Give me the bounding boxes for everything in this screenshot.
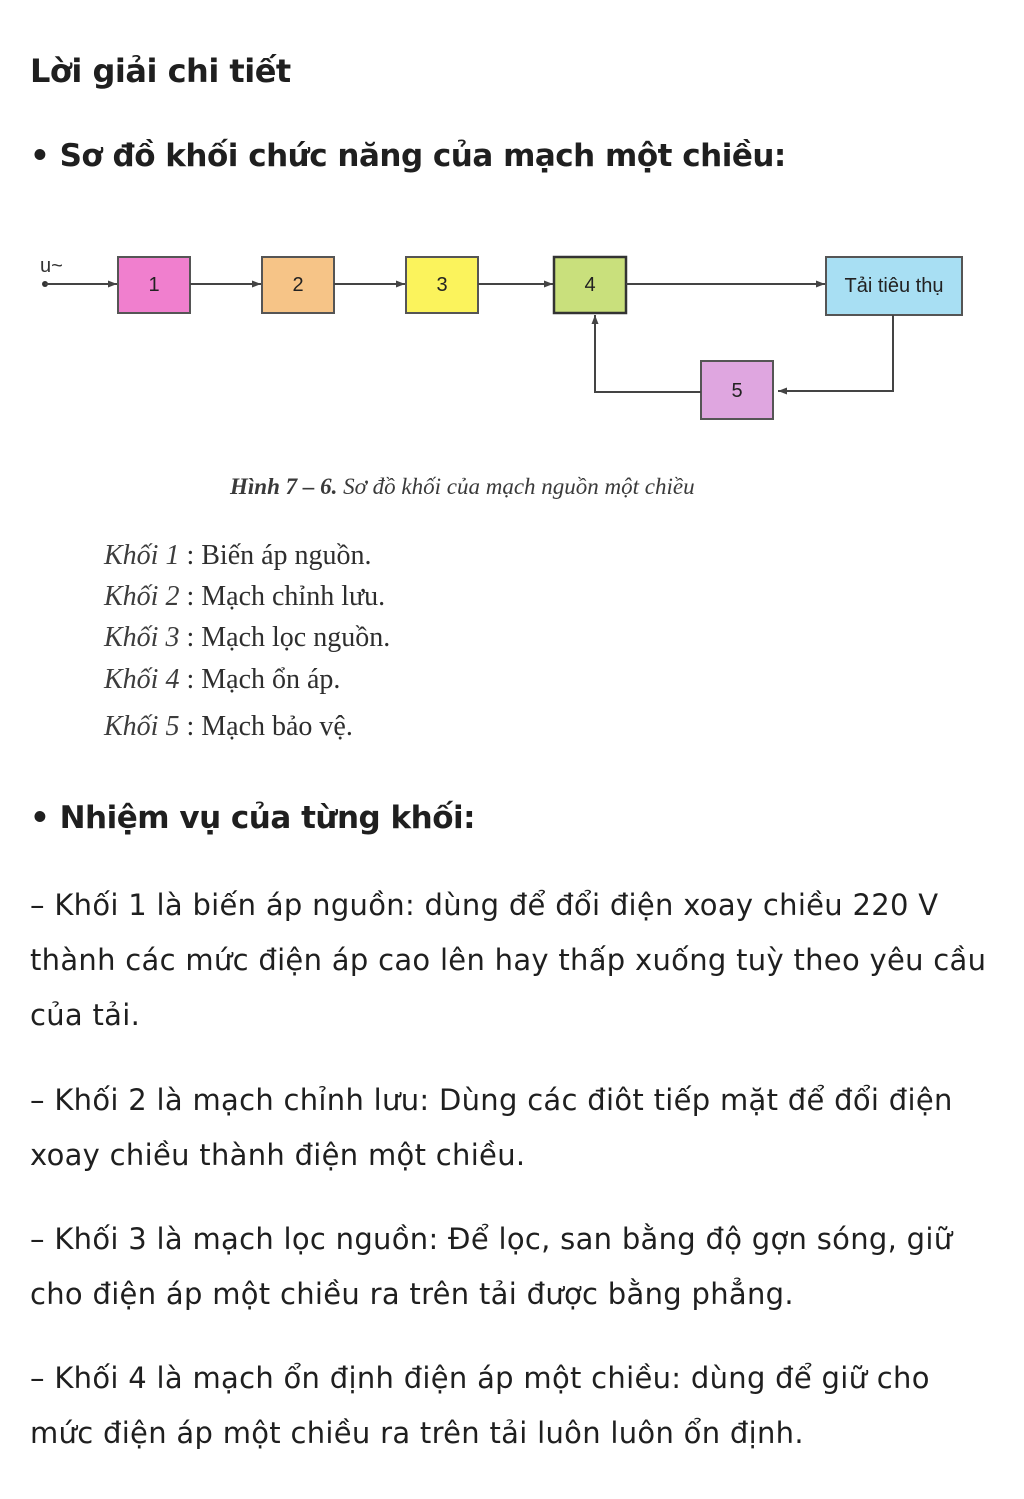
block-list-item: Khối 3 : Mạch lọc nguồn. xyxy=(104,622,391,653)
section-heading-tasks: • Nhiệm vụ của từng khối: xyxy=(30,800,476,836)
figure-number: Hình 7 – 6. xyxy=(230,474,338,499)
paragraph-block-1: – Khối 1 là biến áp nguồn: dùng để đổi điện xoay chiều 220 V thành các mức điện áp cao lên hay thấp xuống tuỳ theo yêu cầu của tải. xyxy=(30,888,987,1032)
paragraph-block-2: – Khối 2 là mạch chỉnh lưu: Dùng các điôt tiếp mặt để đổi điện xoay chiều thành điện một chiều. xyxy=(30,1083,953,1172)
input-label: u~ xyxy=(40,255,63,277)
figure-caption-text: Sơ đồ khối của mạch nguồn một chiều xyxy=(343,474,695,499)
figure-caption xyxy=(230,474,695,500)
load-label: Tải tiêu thụ xyxy=(844,275,944,297)
block-list-item: Khối 4 : Mạch ổn áp. xyxy=(104,664,341,695)
arrow-load-to-5 xyxy=(778,315,893,391)
block-diagram xyxy=(0,230,1024,430)
page-title: Lời giải chi tiết xyxy=(30,52,291,90)
block-list-item: Khối 1 : Biến áp nguồn. xyxy=(104,540,372,571)
paragraph-block-4: – Khối 4 là mạch ổn định điện áp một chiều: dùng để giữ cho mức điện áp một chiều ra trên tải luôn luôn ổn định. xyxy=(30,1361,930,1450)
arrow-5-to-4 xyxy=(595,315,701,392)
block-list-item: Khối 2 : Mạch chỉnh lưu. xyxy=(104,581,386,612)
section-heading-diagram: • Sơ đồ khối chức năng của mạch một chiều: xyxy=(30,138,786,174)
block-3-label: 3 xyxy=(436,274,448,296)
block-2-label: 2 xyxy=(292,274,304,296)
paragraph-block-3: – Khối 3 là mạch lọc nguồn: Để lọc, san bằng độ gợn sóng, giữ cho điện áp một chiều ra trên tải được bằng phẳng. xyxy=(30,1222,953,1311)
block-5-label: 5 xyxy=(731,380,743,402)
block-4-label: 4 xyxy=(584,274,596,296)
block-list-item: Khối 5 : Mạch bảo vệ. xyxy=(104,711,353,742)
block-1-label: 1 xyxy=(148,274,160,296)
